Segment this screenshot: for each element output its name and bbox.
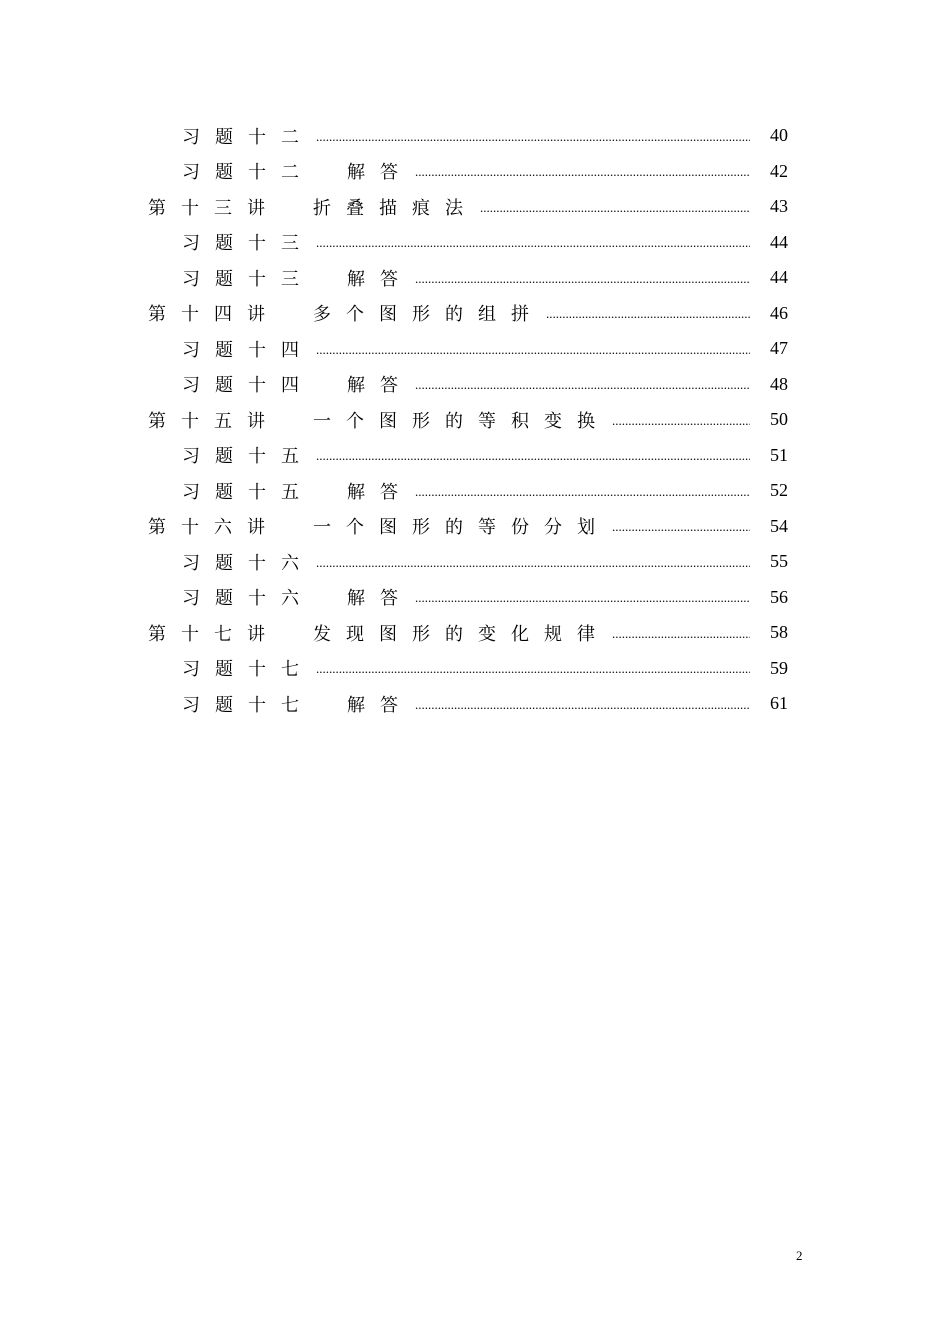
toc-entry-page: 40 bbox=[770, 125, 788, 146]
toc-entry[interactable] bbox=[148, 154, 788, 190]
toc-entry-page: 50 bbox=[770, 409, 788, 430]
toc-entry-page: 47 bbox=[770, 338, 788, 359]
toc-entry[interactable] bbox=[148, 438, 788, 474]
toc-entry[interactable] bbox=[148, 118, 788, 154]
toc-entry[interactable] bbox=[148, 473, 788, 509]
toc-dot-leader bbox=[612, 519, 750, 535]
toc-entry-page: 59 bbox=[770, 657, 788, 678]
toc-dot-leader bbox=[612, 626, 750, 642]
toc-entry-title: 习题十六 解答 bbox=[182, 588, 413, 610]
toc-dot-leader bbox=[612, 413, 750, 429]
toc-chapter-entry[interactable] bbox=[148, 615, 788, 651]
toc-dot-leader bbox=[316, 555, 750, 571]
toc-entry[interactable] bbox=[148, 651, 788, 687]
toc-entry-title: 习题十二 解答 bbox=[182, 162, 413, 184]
toc-entry-page: 44 bbox=[770, 231, 788, 252]
page-number: 2 bbox=[796, 1248, 803, 1263]
toc-dot-leader bbox=[316, 661, 750, 677]
toc-entry-title: 第十七讲 发现图形的变化规律 bbox=[148, 623, 610, 645]
toc-entry[interactable] bbox=[148, 331, 788, 367]
toc-dot-leader bbox=[480, 200, 750, 216]
toc-entry-title: 第十三讲 折叠描痕法 bbox=[148, 197, 478, 219]
toc-entry-page: 52 bbox=[770, 480, 788, 501]
toc-entry-title: 习题十七 bbox=[182, 659, 314, 681]
toc-dot-leader bbox=[546, 306, 750, 322]
toc-entry-title: 第十五讲 一个图形的等积变换 bbox=[148, 410, 610, 432]
toc-dot-leader bbox=[415, 164, 750, 180]
toc-entry-page: 48 bbox=[770, 373, 788, 394]
toc-dot-leader bbox=[415, 484, 750, 500]
toc-entry-page: 55 bbox=[770, 551, 788, 572]
toc-entry-page: 43 bbox=[770, 196, 788, 217]
toc-entry-title: 习题十三 bbox=[182, 233, 314, 255]
toc-entry[interactable] bbox=[148, 260, 788, 296]
toc-entry-page: 51 bbox=[770, 444, 788, 465]
toc-dot-leader bbox=[415, 697, 750, 713]
toc-entry-page: 58 bbox=[770, 622, 788, 643]
toc-chapter-entry[interactable] bbox=[148, 509, 788, 545]
toc-chapter-entry[interactable] bbox=[148, 296, 788, 332]
toc-entry-page: 42 bbox=[770, 160, 788, 181]
toc-chapter-entry[interactable] bbox=[148, 189, 788, 225]
toc-entry[interactable] bbox=[148, 367, 788, 403]
toc-entry-title: 习题十四 bbox=[182, 339, 314, 361]
toc-entry-title: 第十六讲 一个图形的等份分划 bbox=[148, 517, 610, 539]
toc-dot-leader bbox=[415, 590, 750, 606]
toc-dot-leader bbox=[316, 235, 750, 251]
toc-entry-page: 46 bbox=[770, 302, 788, 323]
toc-entry-page: 54 bbox=[770, 515, 788, 536]
toc-entry-title: 习题十四 解答 bbox=[182, 375, 413, 397]
toc-entry-page: 44 bbox=[770, 267, 788, 288]
toc-entry-page: 56 bbox=[770, 586, 788, 607]
table-of-contents bbox=[148, 118, 788, 722]
toc-dot-leader bbox=[415, 377, 750, 393]
toc-dot-leader bbox=[415, 271, 750, 287]
toc-entry-title: 第十四讲 多个图形的组拼 bbox=[148, 304, 544, 326]
toc-entry-title: 习题十五 解答 bbox=[182, 481, 413, 503]
toc-entry[interactable] bbox=[148, 544, 788, 580]
toc-dot-leader bbox=[316, 448, 750, 464]
toc-entry-title: 习题十三 解答 bbox=[182, 268, 413, 290]
toc-entry-title: 习题十五 bbox=[182, 446, 314, 468]
toc-entry[interactable] bbox=[148, 686, 788, 722]
toc-entry-page: 61 bbox=[770, 693, 788, 714]
toc-entry-title: 习题十六 bbox=[182, 552, 314, 574]
toc-dot-leader bbox=[316, 129, 750, 145]
toc-entry-title: 习题十二 bbox=[182, 126, 314, 148]
toc-entry[interactable] bbox=[148, 225, 788, 261]
toc-chapter-entry[interactable] bbox=[148, 402, 788, 438]
toc-entry[interactable] bbox=[148, 580, 788, 616]
toc-dot-leader bbox=[316, 342, 750, 358]
toc-entry-title: 习题十七 解答 bbox=[182, 694, 413, 716]
